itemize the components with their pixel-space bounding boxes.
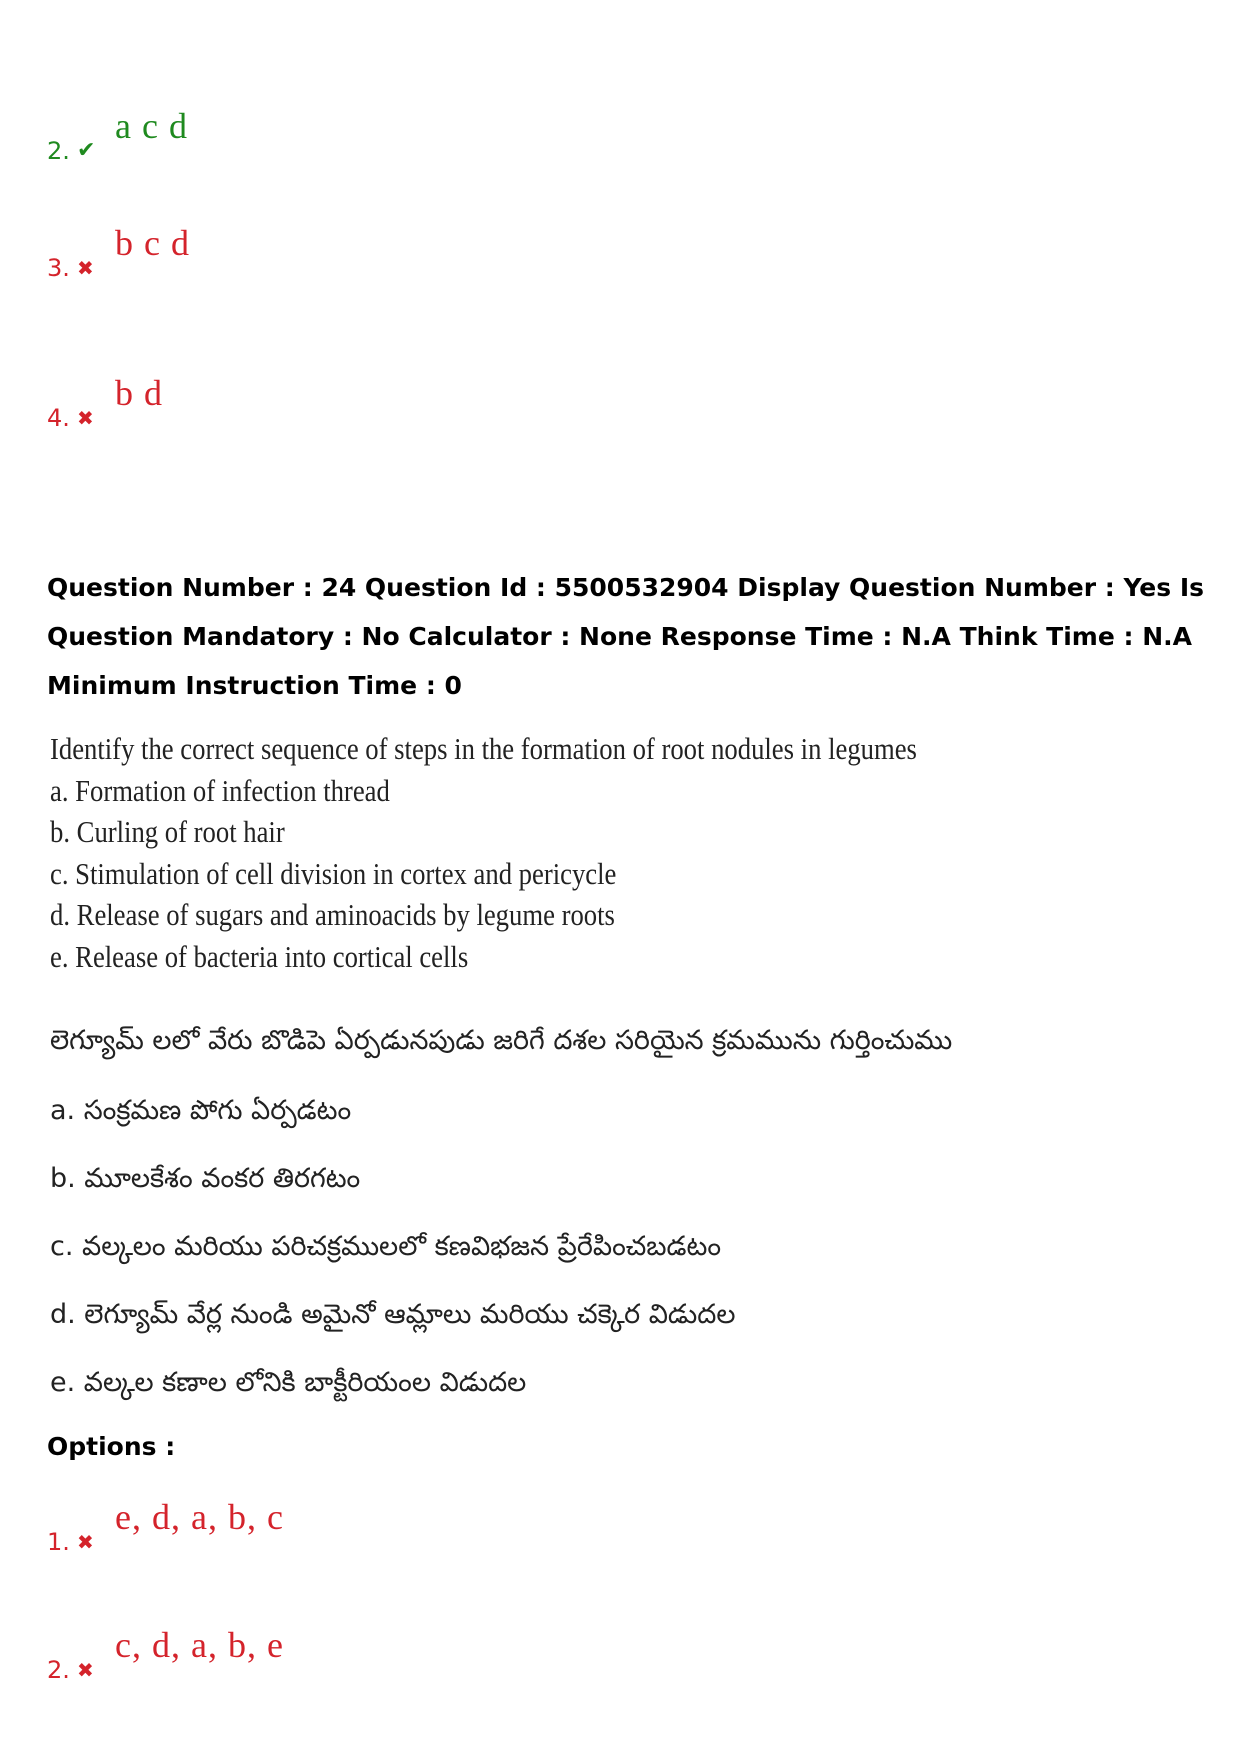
question-stem: Identify the correct sequence of steps in the formation of root nodules in legumes — [50, 731, 917, 766]
question-item: d. లెగ్యూమ్ వేర్ల నుండి అమైనో ఆమ్లాలు మరియు చక్కెర విడుదల — [50, 1299, 736, 1330]
question-item: a. సంక్రమణ పోగు ఏర్పడటం — [50, 1095, 352, 1126]
question-item: a. Formation of infection thread — [50, 772, 390, 808]
option-number: 3. — [47, 254, 70, 282]
cross-icon: ✖ — [77, 1658, 94, 1682]
question-item: c. Stimulation of cell division in cortex and pericycle — [50, 855, 617, 891]
prev-option-2 — [47, 105, 647, 165]
question-item: c. వల్కలం మరియు పరిచక్రములలో కణవిభజన ప్రేరేపించబడటం — [50, 1231, 722, 1262]
cross-icon: ✖ — [77, 1530, 94, 1554]
cross-icon: ✖ — [77, 406, 94, 430]
prev-option-3 — [47, 222, 647, 282]
question-item: e. Release of bacteria into cortical cells — [50, 938, 469, 974]
option-text: b d — [115, 373, 163, 413]
question-stem: లెగ్యూమ్ లలో వేరు బొడిపె ఏర్పడునపుడు జరిగే దశల సరియైన క్రమమును గుర్తించుము — [50, 1025, 953, 1056]
option-number: 1. — [47, 1528, 70, 1556]
question-text-english — [50, 728, 917, 977]
question-item: b. మూలకేశం వంకర తిరగటం — [50, 1163, 361, 1194]
option-1 — [47, 1496, 647, 1556]
question-meta: Question Number : 24 Question Id : 5500532904 Display Question Number : Yes Is Question Mandatory : No Calculator : None Response Time : N.A Think Time : N.A Minimum Instruction Time : 0 — [47, 573, 1205, 700]
check-icon: ✔ — [77, 138, 96, 163]
question-item: e. వల్కల కణాల లోనికి బాక్టీరియంల విడుదల — [50, 1367, 527, 1398]
option-text: a c d — [115, 106, 188, 146]
cross-icon: ✖ — [77, 256, 94, 280]
question-item: d. Release of sugars and aminoacids by legume roots — [50, 897, 615, 932]
option-number: 4. — [47, 404, 70, 432]
option-text: e, d, a, b, c — [115, 1497, 284, 1537]
option-text: b c d — [115, 223, 190, 263]
option-number: 2. — [47, 1656, 70, 1684]
question-item: b. Curling of root hair — [50, 814, 285, 849]
option-number: 2. — [47, 137, 70, 165]
option-text: c, d, a, b, e — [115, 1625, 284, 1665]
prev-option-4 — [47, 372, 647, 432]
options-label: Options : — [47, 1432, 176, 1461]
option-2 — [47, 1624, 647, 1684]
